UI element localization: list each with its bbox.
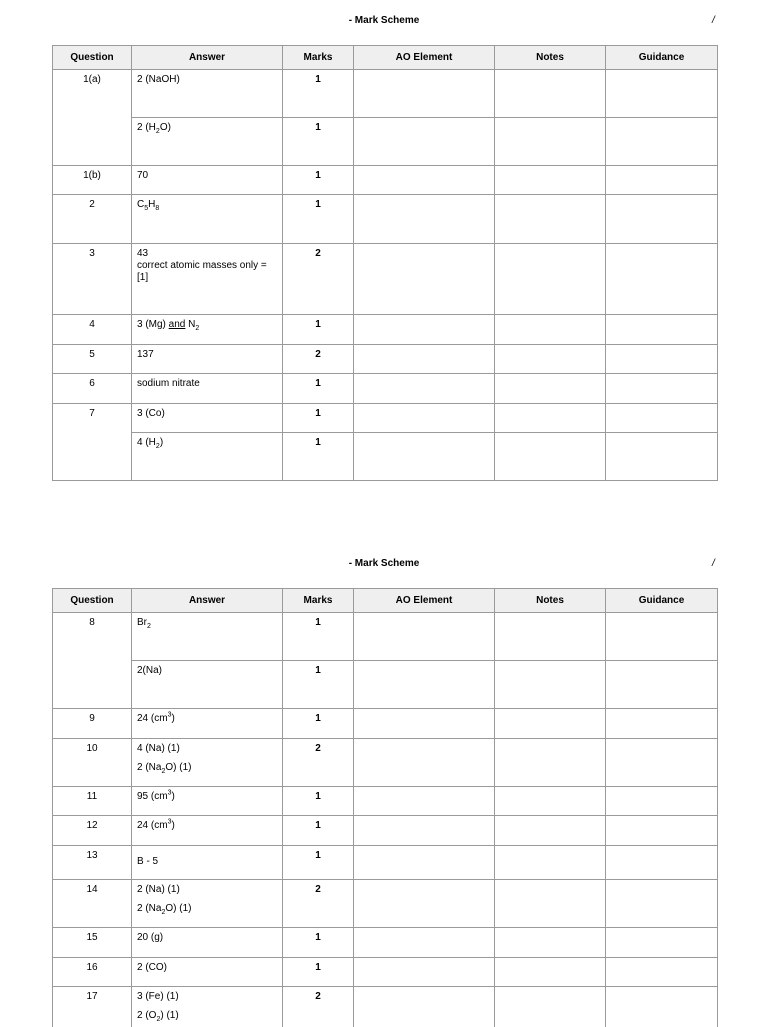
column-header-notes: Notes xyxy=(495,589,606,613)
column-header-question: Question xyxy=(53,46,132,70)
notes-cell xyxy=(495,195,606,244)
column-header-guidance: Guidance xyxy=(606,589,718,613)
notes-cell xyxy=(495,70,606,118)
answer-cell: 4 $(H_2)$ xyxy=(132,433,283,481)
column-header-marks: Marks xyxy=(283,589,354,613)
notes-cell xyxy=(495,846,606,880)
answer-cell: sodium nitrate xyxy=(132,374,283,404)
question-cell: 7 xyxy=(53,404,132,481)
table-row xyxy=(53,70,718,118)
answer-cell: $Br_2$ xyxy=(132,613,283,661)
marks-cell: 1 xyxy=(283,404,354,433)
table-row xyxy=(53,613,718,661)
marks-cell: 1 xyxy=(283,709,354,739)
table-row xyxy=(53,739,718,787)
ao-element-cell xyxy=(354,345,495,374)
question-cell: 13 xyxy=(53,846,132,880)
table-row xyxy=(53,987,718,1027)
notes-cell xyxy=(495,118,606,166)
ao-element-cell xyxy=(354,166,495,195)
question-cell: 11 xyxy=(53,787,132,816)
ao-element-cell xyxy=(354,987,495,1027)
question-cell: 4 xyxy=(53,315,132,345)
guidance-cell xyxy=(606,374,718,404)
table-row xyxy=(53,661,718,709)
marks-cell: 1 xyxy=(283,166,354,195)
marks-cell: 2 xyxy=(283,880,354,928)
ao-element-cell xyxy=(354,118,495,166)
answer-cell: 137 xyxy=(132,345,283,374)
answer-cell: 3 (Mg) and $N_2$ xyxy=(132,315,283,345)
answer-cell: 2(Na) xyxy=(132,661,283,709)
guidance-cell xyxy=(606,928,718,958)
column-header-guidance: Guidance xyxy=(606,46,718,70)
guidance-cell xyxy=(606,404,718,433)
marks-cell: 1 xyxy=(283,433,354,481)
table-row xyxy=(53,244,718,315)
marks-cell: 1 xyxy=(283,661,354,709)
guidance-cell xyxy=(606,433,718,481)
answer-cell: 24 $(cm^3)$ xyxy=(132,709,283,739)
answer-cell: 24 $(cm^3)$ xyxy=(132,816,283,846)
notes-cell xyxy=(495,958,606,987)
notes-cell xyxy=(495,816,606,846)
guidance-cell xyxy=(606,613,718,661)
column-header-question: Question xyxy=(53,589,132,613)
notes-cell xyxy=(495,661,606,709)
guidance-cell xyxy=(606,345,718,374)
marks-cell: 1 xyxy=(283,195,354,244)
question-cell: 12 xyxy=(53,816,132,846)
ao-element-cell xyxy=(354,374,495,404)
marks-cell: 1 xyxy=(283,118,354,166)
question-cell: 16 xyxy=(53,958,132,987)
answer-cell: B - 5 xyxy=(132,846,283,880)
ao-element-cell xyxy=(354,739,495,787)
table-row xyxy=(53,166,718,195)
question-cell: 1(a) xyxy=(53,70,132,166)
notes-cell xyxy=(495,244,606,315)
page-title: - Mark Scheme xyxy=(348,558,420,569)
guidance-cell xyxy=(606,661,718,709)
guidance-cell xyxy=(606,709,718,739)
guidance-cell xyxy=(606,244,718,315)
ao-element-cell xyxy=(354,816,495,846)
ao-element-cell xyxy=(354,880,495,928)
notes-cell xyxy=(495,404,606,433)
table-row xyxy=(53,880,718,928)
guidance-cell xyxy=(606,70,718,118)
question-cell: 17 xyxy=(53,987,132,1027)
notes-cell xyxy=(495,709,606,739)
table-row xyxy=(53,345,718,374)
table-row xyxy=(53,709,718,739)
ao-element-cell xyxy=(354,315,495,345)
page-number-slash: / xyxy=(712,558,715,569)
answer-cell: 4 (Na) (1) 2 $(Na_2O)$ (1) xyxy=(132,739,283,787)
ao-element-cell xyxy=(354,433,495,481)
guidance-cell xyxy=(606,739,718,787)
table-row xyxy=(53,433,718,481)
notes-cell xyxy=(495,433,606,481)
ao-element-cell xyxy=(354,404,495,433)
marks-cell: 1 xyxy=(283,613,354,661)
notes-cell xyxy=(495,787,606,816)
guidance-cell xyxy=(606,195,718,244)
column-header-answer: Answer xyxy=(132,589,283,613)
answer-cell: 2 (NaOH) xyxy=(132,70,283,118)
ao-element-cell xyxy=(354,613,495,661)
answer-cell: 70 xyxy=(132,166,283,195)
question-cell: 9 xyxy=(53,709,132,739)
question-cell: 2 xyxy=(53,195,132,244)
guidance-cell xyxy=(606,315,718,345)
ao-element-cell xyxy=(354,787,495,816)
answer-cell: 95 $(cm^3)$ xyxy=(132,787,283,816)
header-row xyxy=(53,589,718,613)
ao-element-cell xyxy=(354,709,495,739)
guidance-cell xyxy=(606,958,718,987)
ao-element-cell xyxy=(354,244,495,315)
answer-cell: 3 (Fe) (1) 2 $(O_2)$ (1) xyxy=(132,987,283,1027)
answer-cell: 2 (Na) (1) 2 $(Na_2O)$ (1) xyxy=(132,880,283,928)
guidance-cell xyxy=(606,787,718,816)
answer-cell: 3 (Co) xyxy=(132,404,283,433)
guidance-cell xyxy=(606,846,718,880)
ao-element-cell xyxy=(354,958,495,987)
notes-cell xyxy=(495,315,606,345)
answer-cell: 2 (CO) xyxy=(132,958,283,987)
notes-cell xyxy=(495,987,606,1027)
marks-cell: 2 xyxy=(283,244,354,315)
marks-cell: 1 xyxy=(283,928,354,958)
answer-cell: 43 correct atomic masses only = [1] xyxy=(132,244,283,315)
ao-element-cell xyxy=(354,70,495,118)
marks-cell: 2 xyxy=(283,987,354,1027)
marks-cell: 1 xyxy=(283,816,354,846)
column-header-notes: Notes xyxy=(495,46,606,70)
ao-element-cell xyxy=(354,195,495,244)
column-header-ao-element: AO Element xyxy=(354,46,495,70)
page-header-2 xyxy=(0,558,768,572)
question-cell: 8 xyxy=(53,613,132,709)
mark-scheme-table-2 xyxy=(52,588,718,1027)
guidance-cell xyxy=(606,987,718,1027)
guidance-cell xyxy=(606,118,718,166)
question-cell: 6 xyxy=(53,374,132,404)
notes-cell xyxy=(495,613,606,661)
question-cell: 5 xyxy=(53,345,132,374)
ao-element-cell xyxy=(354,661,495,709)
question-cell: 15 xyxy=(53,928,132,958)
guidance-cell xyxy=(606,166,718,195)
question-cell: 14 xyxy=(53,880,132,928)
marks-cell: 1 xyxy=(283,846,354,880)
ao-element-cell xyxy=(354,928,495,958)
guidance-cell xyxy=(606,880,718,928)
header-row xyxy=(53,46,718,70)
answer-cell: 20 (g) xyxy=(132,928,283,958)
notes-cell xyxy=(495,374,606,404)
marks-cell: 1 xyxy=(283,315,354,345)
marks-cell: 2 xyxy=(283,739,354,787)
ao-element-cell xyxy=(354,846,495,880)
table-row xyxy=(53,928,718,958)
marks-cell: 1 xyxy=(283,70,354,118)
page-header-1 xyxy=(0,15,768,29)
marks-cell: 1 xyxy=(283,958,354,987)
table-row xyxy=(53,118,718,166)
table-row xyxy=(53,787,718,816)
guidance-cell xyxy=(606,816,718,846)
column-header-ao-element: AO Element xyxy=(354,589,495,613)
notes-cell xyxy=(495,880,606,928)
column-header-answer: Answer xyxy=(132,46,283,70)
answer-cell: $C_5H_8$ xyxy=(132,195,283,244)
notes-cell xyxy=(495,345,606,374)
marks-cell: 1 xyxy=(283,787,354,816)
page-title: - Mark Scheme xyxy=(348,15,420,26)
table-row xyxy=(53,958,718,987)
table-row xyxy=(53,846,718,880)
column-header-marks: Marks xyxy=(283,46,354,70)
notes-cell xyxy=(495,166,606,195)
question-cell: 1(b) xyxy=(53,166,132,195)
marks-cell: 1 xyxy=(283,374,354,404)
question-cell: 3 xyxy=(53,244,132,315)
table-row xyxy=(53,195,718,244)
table-row xyxy=(53,816,718,846)
answer-cell: 2 $(H_2O)$ xyxy=(132,118,283,166)
marks-cell: 2 xyxy=(283,345,354,374)
notes-cell xyxy=(495,739,606,787)
table-row xyxy=(53,404,718,433)
question-cell: 10 xyxy=(53,739,132,787)
notes-cell xyxy=(495,928,606,958)
page-number-slash: / xyxy=(712,15,715,26)
mark-scheme-table-1 xyxy=(52,45,718,481)
table-row xyxy=(53,315,718,345)
table-row xyxy=(53,374,718,404)
